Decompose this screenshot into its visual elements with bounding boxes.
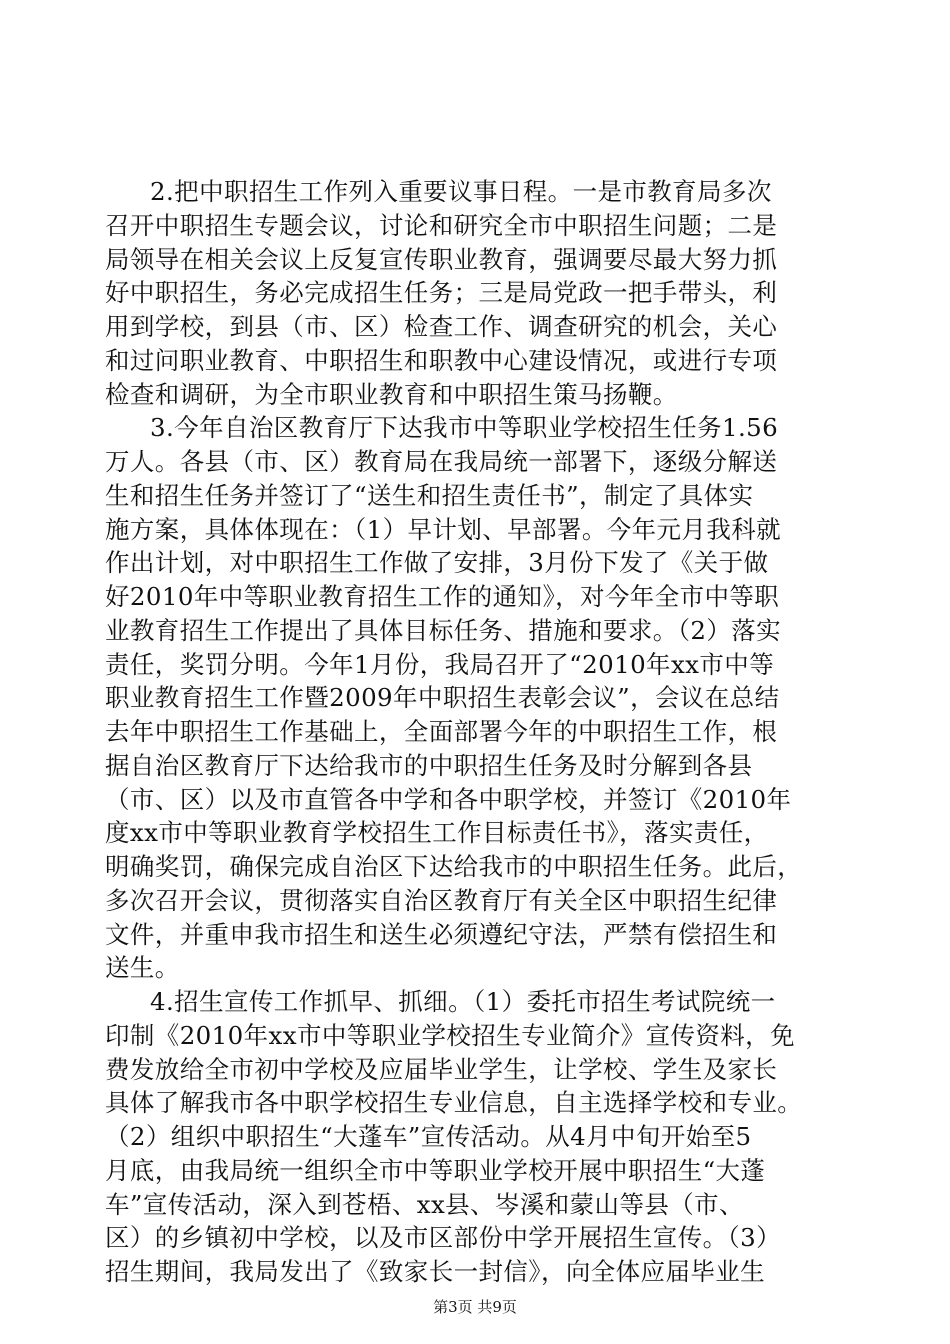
text-line: 车”宣传活动，深入到苍梧、xx县、岑溪和蒙山等县（市、	[105, 1190, 744, 1219]
text-line: 万人。各县（市、区）教育局在我局统一部署下，逐级分解送	[105, 447, 778, 476]
text-line: （2）组织中职招生“大蓬车”宣传活动。从4月中旬开始至5	[105, 1122, 752, 1151]
text-line: 4.招生宣传工作抓早、抓细。（1）委托市招生考试院统一	[150, 987, 776, 1016]
text-line: 施方案，具体体现在：（1）早计划、早部署。今年元月我科就	[105, 515, 782, 544]
text-line: 2.把中职招生工作列入重要议事日程。一是市教育局多次	[150, 177, 772, 206]
text-line: 生和招生任务并签订了“送生和招生责任书”，制定了具体实	[105, 481, 754, 510]
text-line: 和过问职业教育、中职招生和职教中心建设情况，或进行专项	[105, 346, 778, 375]
text-line: 用到学校，到县（市、区）检查工作、调查研究的机会，关心	[105, 312, 778, 341]
text-line: 责任，奖罚分明。今年1月份，我局召开了“2010年xx市中等	[105, 650, 775, 679]
page-number-footer: 第3页 共9页	[433, 1298, 517, 1316]
text-line: 据自治区教育厅下达给我市的中职招生任务及时分解到各县	[105, 751, 753, 780]
text-line: 去年中职招生工作基础上，全面部署今年的中职招生工作，根	[105, 717, 778, 746]
text-line: 明确奖罚，确保完成自治区下达给我市的中职招生任务。此后，	[105, 852, 803, 881]
text-line: 区）的乡镇初中学校，以及市区部份中学开展招生宣传。（3）	[105, 1223, 782, 1252]
text-line: 具体了解我市各中职学校招生专业信息，自主选择学校和专业。	[105, 1088, 803, 1117]
text-line: 召开中职招生专题会议，讨论和研究全市中职招生问题；二是	[105, 211, 778, 240]
text-line: 3.今年自治区教育厅下达我市中等职业学校招生任务1.56	[150, 413, 779, 442]
text-line: 文件，并重申我市招生和送生必须遵纪守法，严禁有偿招生和	[105, 920, 778, 949]
text-line: 送生。	[105, 953, 180, 982]
text-line: 多次召开会议，贯彻落实自治区教育厅有关全区中职招生纪律	[105, 886, 778, 915]
text-line: （市、区）以及市直管各中学和各中职学校，并签订《2010年	[105, 785, 792, 814]
text-line: 业教育招生工作提出了具体目标任务、措施和要求。（2）落实	[105, 616, 782, 645]
text-line: 费发放给全市初中学校及应届毕业学生，让学校、学生及家长	[105, 1055, 778, 1084]
text-line: 职业教育招生工作暨2009年中职招生表彰会议”，会议在总结	[105, 683, 780, 712]
text-line: 招生期间，我局发出了《致家长一封信》，向全体应届毕业生	[105, 1257, 766, 1286]
text-line: 局领导在相关会议上反复宣传职业教育，强调要尽最大努力抓	[105, 245, 778, 274]
text-line: 好中职招生，务必完成招生任务；三是局党政一把手带头，利	[105, 278, 778, 307]
text-line: 度xx市中等职业教育学校招生工作目标责任书》，落实责任，	[105, 818, 769, 847]
text-line: 印制《2010年xx市中等职业学校招生专业简介》宣传资料，免	[105, 1021, 795, 1050]
text-line: 作出计划，对中职招生工作做了安排，3月份下发了《关于做	[105, 548, 769, 577]
text-line: 好2010年中等职业教育招生工作的通知》，对今年全市中等职	[105, 582, 780, 611]
text-line: 月底，由我局统一组织全市中等职业学校开展中职招生“大蓬	[105, 1156, 766, 1185]
text-line: 检查和调研，为全市职业教育和中职招生策马扬鞭。	[105, 380, 678, 409]
